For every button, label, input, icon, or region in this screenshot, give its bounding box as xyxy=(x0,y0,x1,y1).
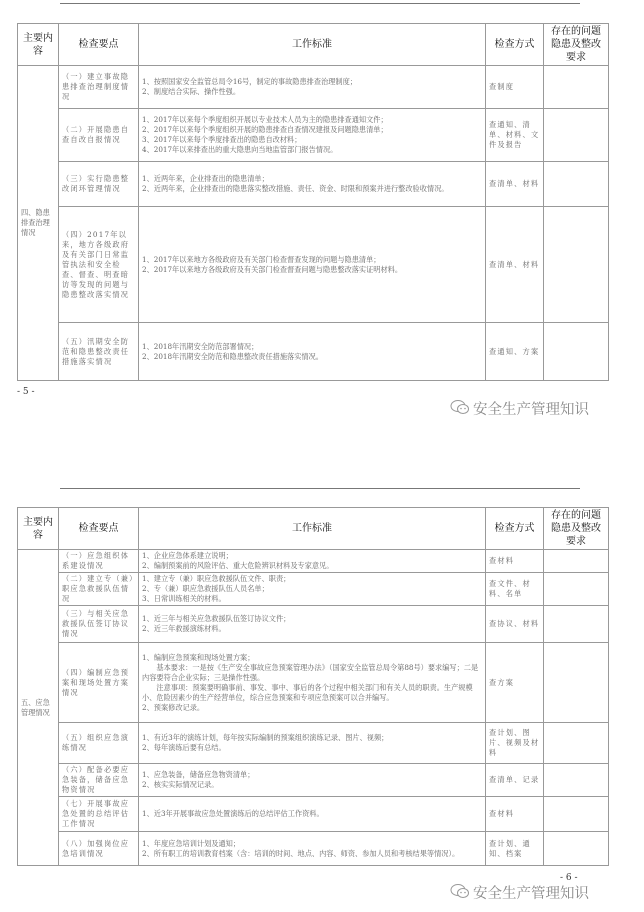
check-method: 查协议、材料 xyxy=(486,606,544,643)
check-method: 查通知、清单、材料、文件及报告 xyxy=(486,109,544,162)
issues-cell xyxy=(544,323,609,381)
check-point: （七）开展事故应急处置的总结评估工作情况 xyxy=(59,797,139,832)
standard-item: 2、核实实际情况记录。 xyxy=(142,780,219,789)
check-point: （二）建立专（兼）职应急救援队伍情况 xyxy=(59,573,139,606)
issues-cell xyxy=(544,573,609,606)
standard-item: 4、2017年以来排查出的重大隐患向当地监管部门报告情况。 xyxy=(142,145,338,154)
issues-cell xyxy=(544,723,609,764)
table-row xyxy=(18,723,609,764)
work-standard xyxy=(139,606,486,643)
check-method: 查计划、图片、视频及材料 xyxy=(486,723,544,764)
wechat-icon xyxy=(450,883,470,903)
issues-cell xyxy=(544,797,609,832)
check-point: （八）加强岗位应急培训情况 xyxy=(59,832,139,866)
standard-item: 1、年度应急培训计划及通知； xyxy=(142,838,241,848)
standard-item: 1、2017年以来地方各级政府及有关部门检查督查发现的问题与隐患清单； xyxy=(142,254,381,264)
work-standard xyxy=(139,832,486,866)
table-row xyxy=(18,66,609,109)
standard-item: 1、2018年汛期安全防范部署情况； xyxy=(142,341,259,351)
standard-item: 1、近3年开展事故应急处置演练后的总结评估工作资料。 xyxy=(142,809,324,818)
standard-item: 1、编制应急预案和现场处置方案； xyxy=(142,652,255,662)
check-method: 查清单、记录 xyxy=(486,764,544,797)
work-standard xyxy=(139,643,486,723)
table-row xyxy=(18,323,609,381)
check-point: （六）配备必要应急装备，储备应急物资情况 xyxy=(59,764,139,797)
standard-item: 2、编制预案前的风险评估、重大危险辨识材料及专家意见。 xyxy=(142,561,334,570)
check-point: （三）实行隐患整改闭环管理情况 xyxy=(59,162,139,207)
standard-item: 2、专（兼）职应急救援队伍人员名单； xyxy=(142,584,269,593)
watermark-text: 安全生产管理知识 xyxy=(473,886,589,902)
main-content-category: 四、隐患排查治理情况 xyxy=(18,66,59,381)
standard-item: 1、企业应急体系建立说明； xyxy=(142,551,233,560)
work-standard xyxy=(139,207,486,323)
standard-item: 注意事项：预案要明确事前、事发、事中、事后的各个过程中相关部门和有关人员的职责。生产规模小、危险因素少的生产经营单位，综合应急预案和专项应急预案可以合并编写。 xyxy=(142,682,473,702)
check-method: 查材料 xyxy=(486,797,544,832)
check-point: （三）与相关应急救援队伍签订协议情况 xyxy=(59,606,139,643)
issues-cell xyxy=(544,162,609,207)
issues-cell xyxy=(544,606,609,643)
check-method: 查制度 xyxy=(486,66,544,109)
table-row xyxy=(18,573,609,606)
check-method: 查文件、材料、名单 xyxy=(486,573,544,606)
issues-cell xyxy=(544,66,609,109)
page-top-rule xyxy=(60,488,580,489)
wechat-icon xyxy=(450,399,470,419)
work-standard xyxy=(139,162,486,207)
issues-cell xyxy=(544,764,609,797)
work-standard xyxy=(139,109,486,162)
check-point: （一）建立事故隐患排查治理制度情况 xyxy=(59,66,139,109)
standard-item: 2、近两年来，企业排查出的隐患落实整改措施、责任、资金、时限和预案并进行整改验收情况。 xyxy=(142,184,449,193)
issues-cell xyxy=(544,109,609,162)
main-content-category: 五、应急管理情况 xyxy=(18,550,59,866)
standard-item: 2、2017年以来地方各级政府及有关部门检查督查问题与隐患整改落实证明材料。 xyxy=(142,264,403,274)
table-row xyxy=(18,207,609,323)
check-method: 查通知、方案 xyxy=(486,323,544,381)
check-method: 查方案 xyxy=(486,643,544,723)
table-row xyxy=(18,606,609,643)
work-standard xyxy=(139,797,486,832)
inspection-table-page-5 xyxy=(17,23,609,381)
header-row xyxy=(18,508,609,550)
work-standard xyxy=(139,323,486,381)
column-header: 存在的问题隐患及整改要求 xyxy=(544,508,609,550)
standard-item: 2、近三年救援演练材料。 xyxy=(142,624,226,633)
work-standard xyxy=(139,764,486,797)
standard-item: 2、所有职工的培训教育档案（含：培训的时间、地点、内容、师资、参加人员和考核结果等情况）。 xyxy=(142,848,460,858)
table-row xyxy=(18,550,609,573)
watermark xyxy=(450,882,589,903)
check-method: 查清单、材料 xyxy=(486,162,544,207)
column-header: 主要内容 xyxy=(18,24,59,66)
issues-cell xyxy=(544,832,609,866)
standard-item: 1、应急装备，储备应急物资清单； xyxy=(142,770,255,779)
page-number: - 5 - xyxy=(17,387,35,397)
work-standard xyxy=(139,723,486,764)
issues-cell xyxy=(544,643,609,723)
standard-item: 2、2017年以来每个季度组织开展的隐患排查自查情况建报及问题隐患清单； xyxy=(142,125,388,134)
standard-item: 1、有近3年的演练计划，每年按实际编制的预案组织演练记录、图片、视频； xyxy=(142,733,389,742)
column-header: 存在的问题隐患及整改要求 xyxy=(544,24,609,66)
watermark xyxy=(450,398,589,419)
issues-cell xyxy=(544,207,609,323)
check-method: 查清单、材料 xyxy=(486,207,544,323)
header-row xyxy=(18,24,609,66)
table-row xyxy=(18,764,609,797)
standard-item: 2、制度结合实际、操作性强。 xyxy=(142,87,241,96)
page-top-rule xyxy=(60,3,580,4)
column-header: 工作标准 xyxy=(139,24,486,66)
column-header: 主要内容 xyxy=(18,508,59,550)
inspection-table-page-6 xyxy=(17,507,609,866)
standard-item: 1、建立专（兼）职应急救援队伍文件、职责； xyxy=(142,574,291,583)
standard-item: 2、2018年汛期安全防范和隐患整改责任措施落实情况。 xyxy=(142,351,323,361)
standard-item: 1、近两年来，企业排查出的隐患清单； xyxy=(142,174,269,183)
issues-cell xyxy=(544,550,609,573)
page-number: - 6 - xyxy=(560,873,578,883)
standard-item: 1、2017年以来每个季度组织开展以专业技术人员为主的隐患排查通知文件； xyxy=(142,115,388,124)
standard-item: 3、2017年以来每个季度排查出的隐患自改材料； xyxy=(142,135,302,144)
table-row xyxy=(18,797,609,832)
standard-item: 1、近三年与相关应急救援队伍签订协议文件； xyxy=(142,614,291,623)
table-row xyxy=(18,643,609,723)
standard-item: 2、每年演练后要有总结。 xyxy=(142,743,226,752)
table-row xyxy=(18,162,609,207)
check-method: 查计划、通知、档案 xyxy=(486,832,544,866)
check-point: （五）汛期安全防范和隐患整改责任措施落实情况 xyxy=(59,323,139,381)
check-point: （一）应急组织体系建设情况 xyxy=(59,550,139,573)
check-point: （四）编制应急预案和现场处置方案情况 xyxy=(59,643,139,723)
column-header: 检查方式 xyxy=(486,508,544,550)
column-header: 检查要点 xyxy=(59,508,139,550)
watermark-text: 安全生产管理知识 xyxy=(473,402,589,418)
standard-item: 2、预案修改记录。 xyxy=(142,702,205,712)
column-header: 检查方式 xyxy=(486,24,544,66)
work-standard xyxy=(139,573,486,606)
standard-item: 1、按照国家安全监管总局令16号，制定的事故隐患排查治理制度； xyxy=(142,77,357,86)
column-header: 检查要点 xyxy=(59,24,139,66)
table-row xyxy=(18,109,609,162)
table-row xyxy=(18,832,609,866)
check-point: （五）组织应急演练情况 xyxy=(59,723,139,764)
check-point: （四）2017年以来，地方各级政府及有关部门日常监管执法和安全检查、督查、明查暗访等发现的问题与隐患整改落实情况 xyxy=(59,207,139,323)
work-standard xyxy=(139,66,486,109)
standard-item: 基本要求：一是按《生产安全事故应急预案管理办法》（国家安全监管总局令第88号）要求编写；二是内容要符合企业实际；三是操作性强。 xyxy=(142,662,479,682)
standard-item: 3、日常训练相关的材料。 xyxy=(142,594,226,603)
check-point: （二）开展隐患自查自改自报情况 xyxy=(59,109,139,162)
work-standard xyxy=(139,550,486,573)
column-header: 工作标准 xyxy=(139,508,486,550)
check-method: 查材料 xyxy=(486,550,544,573)
